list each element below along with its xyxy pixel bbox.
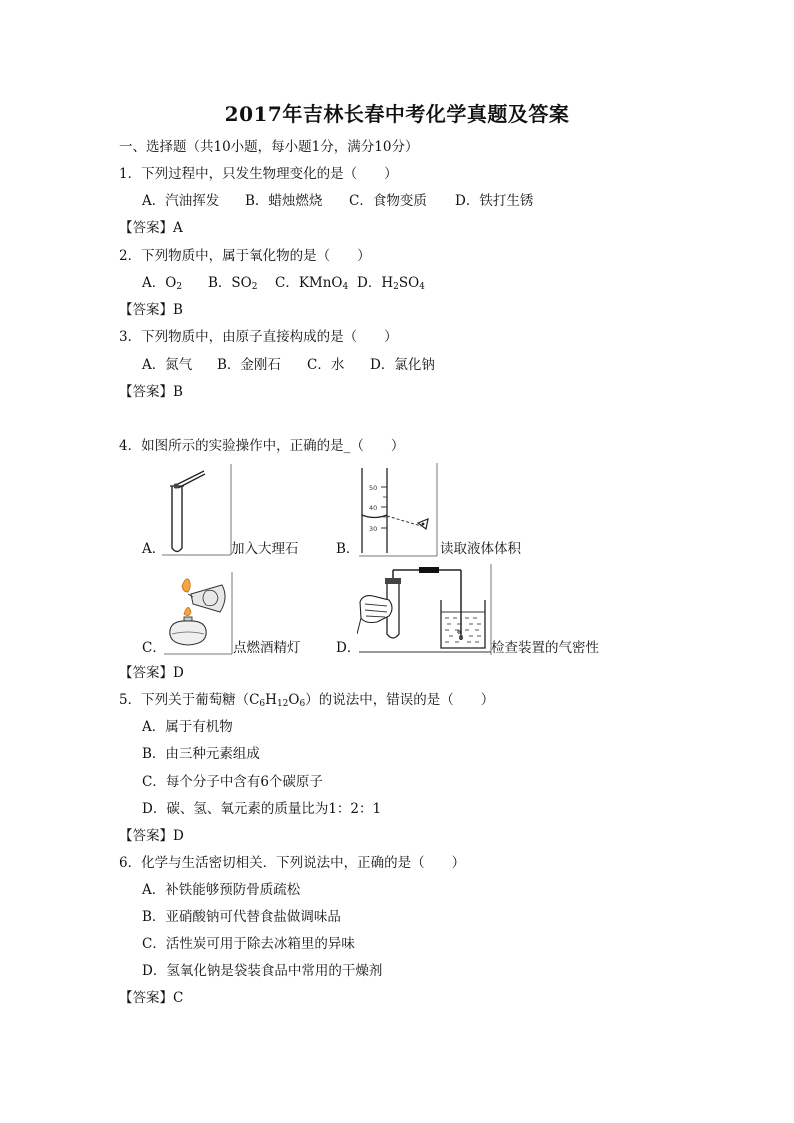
scale-label-40: 40 xyxy=(369,504,378,512)
q3-option-d: D．氯化钠 xyxy=(370,357,435,373)
q2-stem: 2．下列物质中，属于氧化物的是（ ） xyxy=(119,248,371,264)
figure-marble-test-tube xyxy=(160,464,234,557)
q6-option-d: D．氢氧化钠是袋装食品中常用的干燥剂 xyxy=(142,963,383,979)
q1-answer: 【答案】A xyxy=(119,220,183,236)
q1-option-a: A．汽油挥发 xyxy=(142,193,220,209)
q4-option-b-label: 读取液体体积 xyxy=(440,541,521,557)
q4-option-d-label: 检查装置的气密性 xyxy=(491,640,599,656)
figure-airtightness-check xyxy=(357,564,493,657)
q4-option-a-letter: A． xyxy=(142,541,166,557)
q2-option-c: C．KMnO$_4$ xyxy=(275,275,349,292)
q4-option-b-letter: B． xyxy=(336,541,360,557)
figure-graduated-cylinder xyxy=(357,463,440,558)
q4-option-c-letter: C． xyxy=(142,640,166,656)
q2-option-b: B．$SO_2$ xyxy=(208,275,258,292)
q1-stem: 1．下列过程中，只发生物理变化的是（ ） xyxy=(119,166,398,182)
q5-option-a: A．属于有机物 xyxy=(142,719,233,735)
q3-option-c: C．水 xyxy=(307,357,345,373)
q6-stem: 6．化学与生活密切相关．下列说法中，正确的是（ ） xyxy=(119,855,466,871)
q5-option-d: D．碳、氢、氧元素的质量比为1：2：1 xyxy=(142,801,382,817)
q1-option-d: D．铁打生锈 xyxy=(455,193,534,209)
q2-answer: 【答案】B xyxy=(119,302,183,318)
section-heading: 一、选择题（共10小题，每小题1分，满分10分） xyxy=(119,139,419,155)
q6-option-c: C．活性炭可用于除去冰箱里的异味 xyxy=(142,936,355,952)
figure-alcohol-lamp xyxy=(162,572,234,656)
q5-answer: 【答案】D xyxy=(119,828,184,844)
q6-option-b: B．亚硝酸钠可代替食盐做调味品 xyxy=(142,909,341,925)
scale-label-50: 50 xyxy=(369,484,378,492)
q6-option-a: A．补铁能够预防骨质疏松 xyxy=(142,882,301,898)
page-title: 2017年吉林长春中考化学真题及答案 xyxy=(224,102,570,126)
q5-stem: 5．下列关于葡萄糖$(C_6H_{12}O_6)$的说法中，错误的是（ ） xyxy=(119,692,495,709)
scale-label-30: 30 xyxy=(369,525,378,533)
q4-stem: 4．如图所示的实验操作中，正确的是_（ ） xyxy=(119,438,405,454)
q4-option-c-label: 点燃酒精灯 xyxy=(233,640,301,656)
q2-option-d: D．$H_2SO_4$ xyxy=(357,275,425,292)
q6-answer: 【答案】C xyxy=(119,990,184,1006)
q5-option-b: B．由三种元素组成 xyxy=(142,746,260,762)
q5-option-c: C．每个分子中含有6个碳原子 xyxy=(142,774,323,790)
q4-option-d-letter: D． xyxy=(336,640,361,656)
q3-option-b: B．金刚石 xyxy=(217,357,281,373)
q1-option-c: C．食物变质 xyxy=(349,193,427,209)
q4-option-a-label: 加入大理石 xyxy=(231,541,299,557)
q2-option-a: A．$O_2$ xyxy=(142,275,183,292)
q1-option-b: B．蜡烛燃烧 xyxy=(245,193,323,209)
q4-answer: 【答案】D xyxy=(119,665,184,681)
q3-stem: 3．下列物质中，由原子直接构成的是（ ） xyxy=(119,329,398,345)
q3-option-a: A．氮气 xyxy=(142,357,193,373)
q3-answer: 【答案】B xyxy=(119,384,183,400)
